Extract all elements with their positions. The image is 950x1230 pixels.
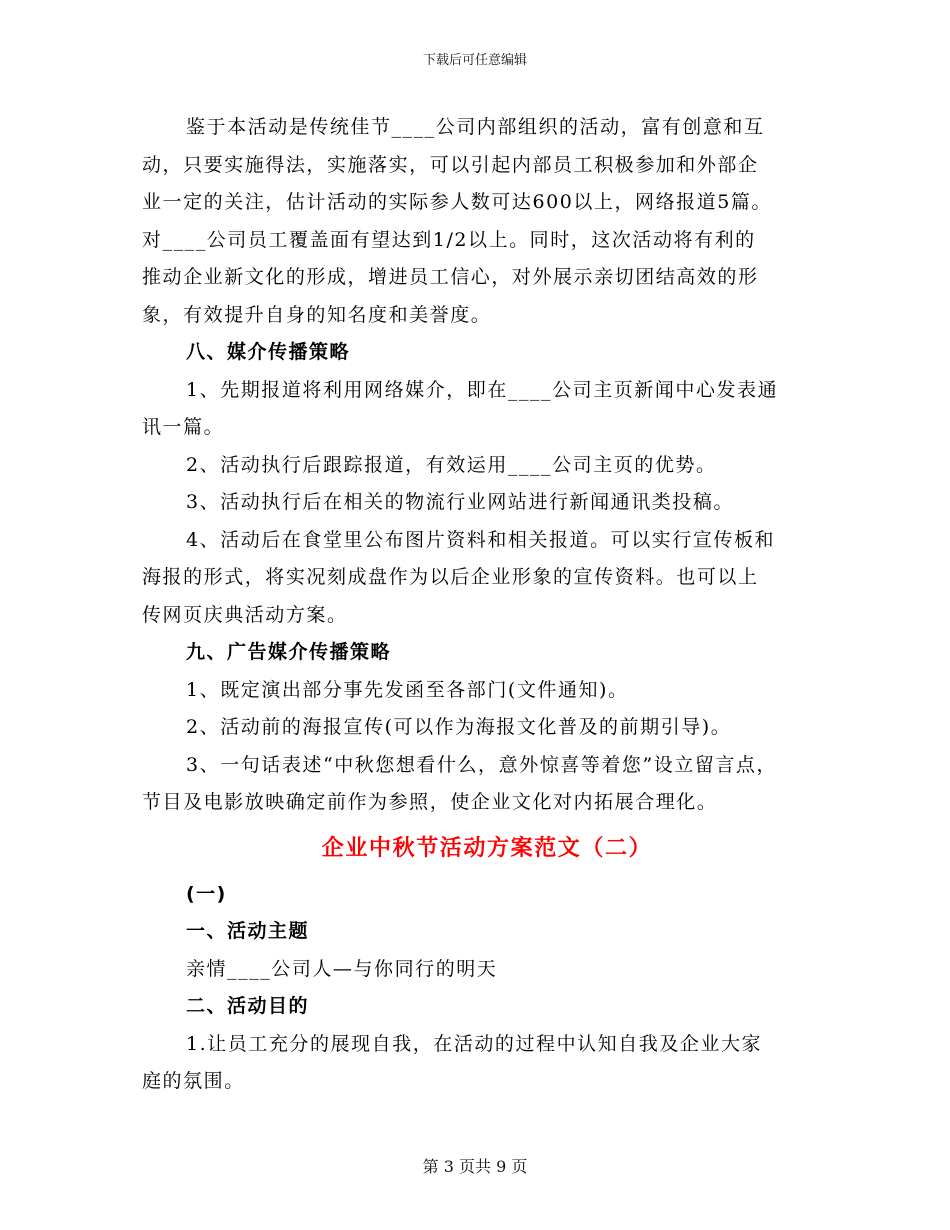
section-heading: 八、媒介传播策略 (186, 341, 351, 363)
paragraph-line: 对____公司员工覆盖面有望达到1/2以上。同时，这次活动将有利的 (142, 228, 756, 251)
list-item: 1、先期报道将利用网络媒介，即在____公司主页新闻中心发表通 (186, 378, 779, 401)
list-item: 4、活动后在食堂里公布图片资料和相关报道。可以实行宣传板和 (186, 528, 776, 551)
list-item: 2、活动执行后跟踪报道，有效运用____公司主页的优势。 (186, 453, 717, 476)
section-heading: 二、活动目的 (186, 995, 310, 1017)
list-item: 1、既定演出部分事先发函至各部门(文件通知)。 (186, 678, 629, 701)
part-label: (一) (186, 882, 227, 905)
paragraph-line: 节目及电影放映确定前作为参照，使企业文化对内拓展合理化。 (142, 791, 718, 813)
page-header: 下载后可任意编辑 (422, 53, 527, 68)
paragraph-line: 推动企业新文化的形成，增进员工信心，对外展示亲切团结高效的形 (142, 266, 759, 288)
page-footer: 第 3 页共 9 页 (422, 1157, 528, 1176)
paragraph-line: 亲情____公司人—与你同行的明天 (186, 957, 498, 980)
section-heading: 九、广告媒介传播策略 (186, 641, 392, 663)
list-item: 1.让员工充分的展现自我，在活动的过程中认知自我及企业大家 (186, 1032, 763, 1055)
paragraph-line: 讯一篇。 (142, 416, 225, 438)
section-heading: 一、活动主题 (186, 920, 310, 942)
paragraph-line: 海报的形式，将实况刻成盘作为以后企业形象的宣传资料。也可以上 (142, 566, 759, 588)
paragraph-line: 传网页庆典活动方案。 (142, 603, 348, 626)
paragraph-line: 庭的氛围。 (142, 1070, 245, 1092)
document-title: 企业中秋节活动方案范文（二） (321, 835, 653, 861)
list-item: 3、活动执行后在相关的物流行业网站进行新闻通讯类投稿。 (186, 491, 734, 513)
paragraph-line: 动，只要实施得法，实施落实，可以引起内部员工积极参加和外部企 (142, 153, 759, 176)
document-body (142, 109, 832, 1101)
list-item: 2、活动前的海报宣传(可以作为海报文化普及的前期引导)。 (186, 716, 732, 738)
list-item: 3、一句话表述“中秋您想看什么，意外惊喜等着您”设立留言点， (186, 753, 778, 776)
paragraph-line: 鉴于本活动是传统佳节____公司内部组织的活动，富有创意和互 (186, 116, 765, 138)
paragraph-line: 业一定的关注，估计活动的实际参人数可达600以上，网络报道5篇。 (142, 191, 772, 213)
paragraph-line: 象，有效提升自身的知名度和美誉度。 (142, 303, 492, 326)
